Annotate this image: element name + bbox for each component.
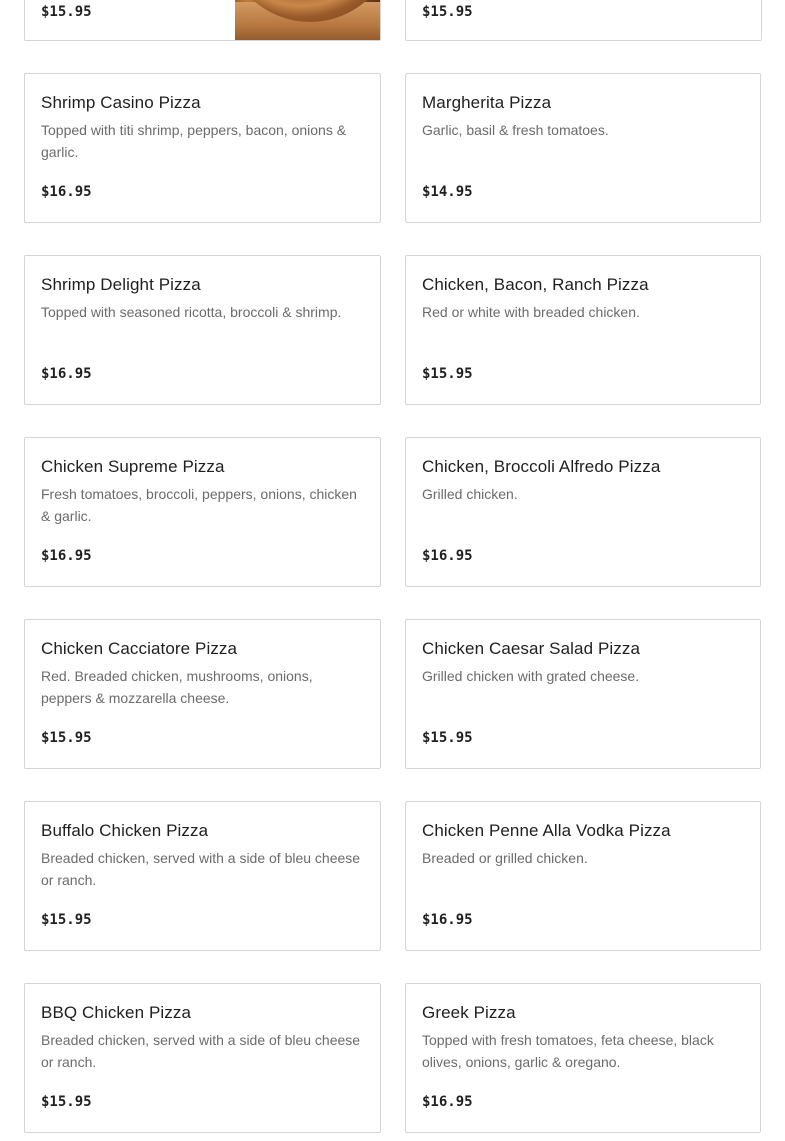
menu-item-card[interactable] (405, 437, 761, 587)
item-description: Topped with seasoned ricotta, broccoli & shrimp. (41, 304, 342, 320)
item-price: $15.95 (422, 366, 473, 382)
menu-item-card[interactable] (405, 619, 761, 769)
item-name: Chicken Caesar Salad Pizza (422, 639, 641, 658)
item-name: Buffalo Chicken Pizza (41, 821, 209, 840)
item-description: Topped with fresh tomatoes, feta cheese, black olives, onions, garlic & oregano. (422, 1032, 714, 1070)
item-price: $16.95 (422, 548, 473, 564)
menu-item-card[interactable] (24, 255, 381, 405)
menu-item-card[interactable] (24, 801, 381, 951)
item-price: $16.95 (422, 912, 473, 928)
menu-item-card[interactable] (405, 73, 761, 223)
menu-item-card[interactable] (24, 983, 381, 1133)
menu-item-card[interactable] (24, 619, 381, 769)
item-name: Chicken Cacciatore Pizza (41, 639, 238, 658)
menu-item-card[interactable] (405, 801, 761, 951)
item-name: Shrimp Delight Pizza (41, 275, 201, 294)
item-price: $15.95 (41, 4, 92, 20)
item-price: $15.95 (41, 1094, 92, 1110)
item-name: Chicken Penne Alla Vodka Pizza (422, 821, 671, 840)
item-description: Fresh tomatoes, broccoli, peppers, onions, chicken & garlic. (41, 486, 357, 524)
pizza-image (235, 0, 380, 41)
menu-item-card-partial[interactable] (405, 0, 762, 41)
item-name: Shrimp Casino Pizza (41, 93, 201, 112)
item-description: Grilled chicken with grated cheese. (422, 668, 640, 684)
item-price: $15.95 (41, 912, 92, 928)
item-price: $16.95 (41, 548, 92, 564)
item-description: Topped with titi shrimp, peppers, bacon, onions & garlic. (41, 122, 347, 160)
item-name: Chicken Supreme Pizza (41, 457, 225, 476)
item-description: Breaded or grilled chicken. (422, 850, 588, 866)
menu-item-card-partial[interactable] (24, 0, 381, 41)
item-price: $15.95 (422, 4, 473, 20)
item-description: Red or white with breaded chicken. (422, 304, 640, 320)
menu-item-card[interactable] (24, 437, 381, 587)
item-price: $14.95 (422, 184, 473, 200)
item-name: Greek Pizza (422, 1003, 516, 1022)
item-name: Chicken, Bacon, Ranch Pizza (422, 275, 649, 294)
item-price: $16.95 (41, 184, 92, 200)
menu-item-card[interactable] (405, 983, 761, 1133)
item-price: $15.95 (422, 730, 473, 746)
item-description: Grilled chicken. (422, 486, 518, 502)
item-price: $16.95 (41, 366, 92, 382)
item-description: Breaded chicken, served with a side of bleu cheese or ranch. (41, 1032, 361, 1070)
item-description: Garlic, basil & fresh tomatoes. (422, 122, 609, 138)
item-name: Chicken, Broccoli Alfredo Pizza (422, 457, 661, 476)
item-description: Red. Breaded chicken, mushrooms, onions, peppers & mozzarella cheese. (41, 668, 313, 706)
item-price: $15.95 (41, 730, 92, 746)
item-price: $16.95 (422, 1094, 473, 1110)
menu-item-card[interactable] (405, 255, 761, 405)
item-name: Margherita Pizza (422, 93, 552, 112)
item-name: BBQ Chicken Pizza (41, 1003, 192, 1022)
item-description: Breaded chicken, served with a side of bleu cheese or ranch. (41, 850, 361, 888)
menu-item-card[interactable] (24, 73, 381, 223)
